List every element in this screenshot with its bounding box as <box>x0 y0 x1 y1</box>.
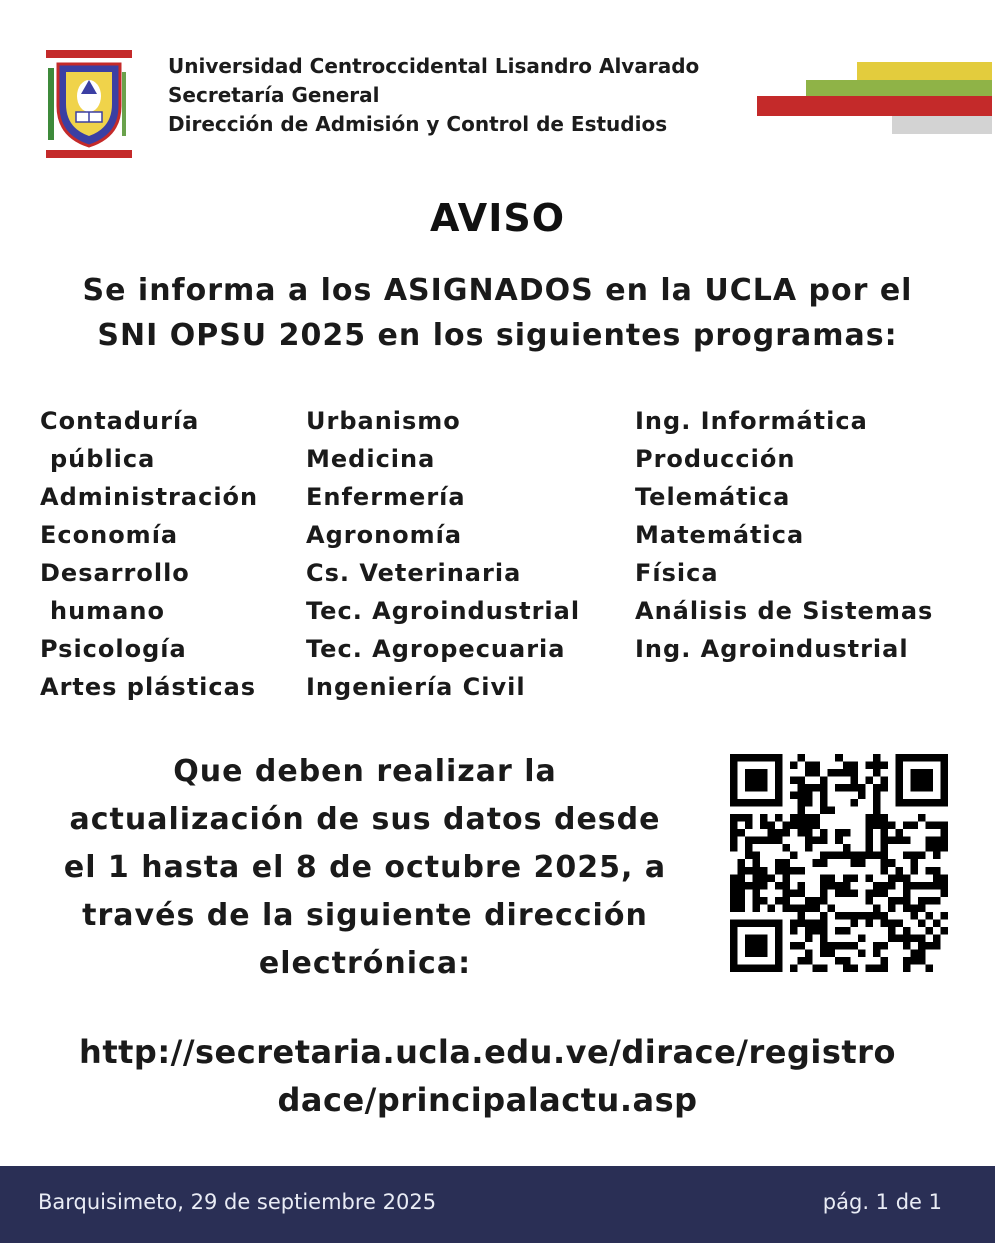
programs-column-2 <box>306 402 580 706</box>
instructions-line: Que deben realizar la <box>173 754 557 789</box>
program-item: Análisis de Sistemas <box>635 597 934 625</box>
program-item: Artes plásticas <box>40 673 257 701</box>
url-line[interactable]: http://secretaria.ucla.edu.ve/dirace/registro <box>79 1033 896 1071</box>
program-item: Telemática <box>635 483 791 511</box>
institution-header <box>168 52 699 139</box>
office-name: Dirección de Admisión y Control de Estudios <box>168 112 668 136</box>
decorative-bar-red <box>757 96 992 116</box>
program-item: Agronomía <box>306 521 463 549</box>
footer-bar <box>0 1166 995 1243</box>
program-item: Economía <box>40 521 179 549</box>
university-crest-icon <box>46 50 132 158</box>
program-item: Contaduría <box>40 407 200 435</box>
program-item: pública <box>50 445 156 473</box>
program-item: Medicina <box>306 445 436 473</box>
program-item: Administración <box>40 483 259 511</box>
programs-column-1 <box>40 402 258 706</box>
qr-code-icon[interactable] <box>730 754 948 972</box>
department-name: Secretaría General <box>168 83 380 107</box>
program-item: Cs. Veterinaria <box>306 559 522 587</box>
instructions-line: electrónica: <box>258 946 472 981</box>
program-item: Ing. Informática <box>635 407 868 435</box>
intro-line: Se informa a los ASIGNADOS en la UCLA por el <box>82 273 913 308</box>
instructions-text <box>30 748 700 988</box>
footer-page-number: pág. 1 de 1 <box>822 1190 942 1214</box>
program-item: Matemática <box>635 521 805 549</box>
program-item: Producción <box>635 445 796 473</box>
instructions-line: actualización de sus datos desde <box>69 802 661 837</box>
program-item: Ingeniería Civil <box>306 673 526 701</box>
program-item: Tec. Agropecuaria <box>306 635 566 663</box>
decorative-bar-yellow <box>857 62 992 80</box>
program-item: Enfermería <box>306 483 466 511</box>
program-item: Urbanismo <box>306 407 461 435</box>
program-item: humano <box>50 597 165 625</box>
program-item: Ing. Agroindustrial <box>635 635 909 663</box>
programs-column-3 <box>635 402 933 668</box>
url-line[interactable]: dace/principalactu.asp <box>277 1081 698 1119</box>
decorative-bar-gray <box>892 116 992 134</box>
decorative-bar-green <box>806 80 992 96</box>
university-name: Universidad Centroccidental Lisandro Alvarado <box>168 54 700 78</box>
footer-location-date: Barquisimeto, 29 de septiembre 2025 <box>38 1190 437 1214</box>
intro-line: SNI OPSU 2025 en los siguientes programas: <box>97 318 898 353</box>
notice-title: AVISO <box>429 196 566 240</box>
program-item: Desarrollo <box>40 559 190 587</box>
instructions-line: través de la siguiente dirección <box>82 898 648 933</box>
intro-text <box>0 268 995 358</box>
registration-url[interactable] <box>0 1028 975 1124</box>
program-item: Física <box>635 559 719 587</box>
program-item: Psicología <box>40 635 187 663</box>
program-item: Tec. Agroindustrial <box>306 597 581 625</box>
instructions-line: el 1 hasta el 8 de octubre 2025, a <box>63 850 667 885</box>
